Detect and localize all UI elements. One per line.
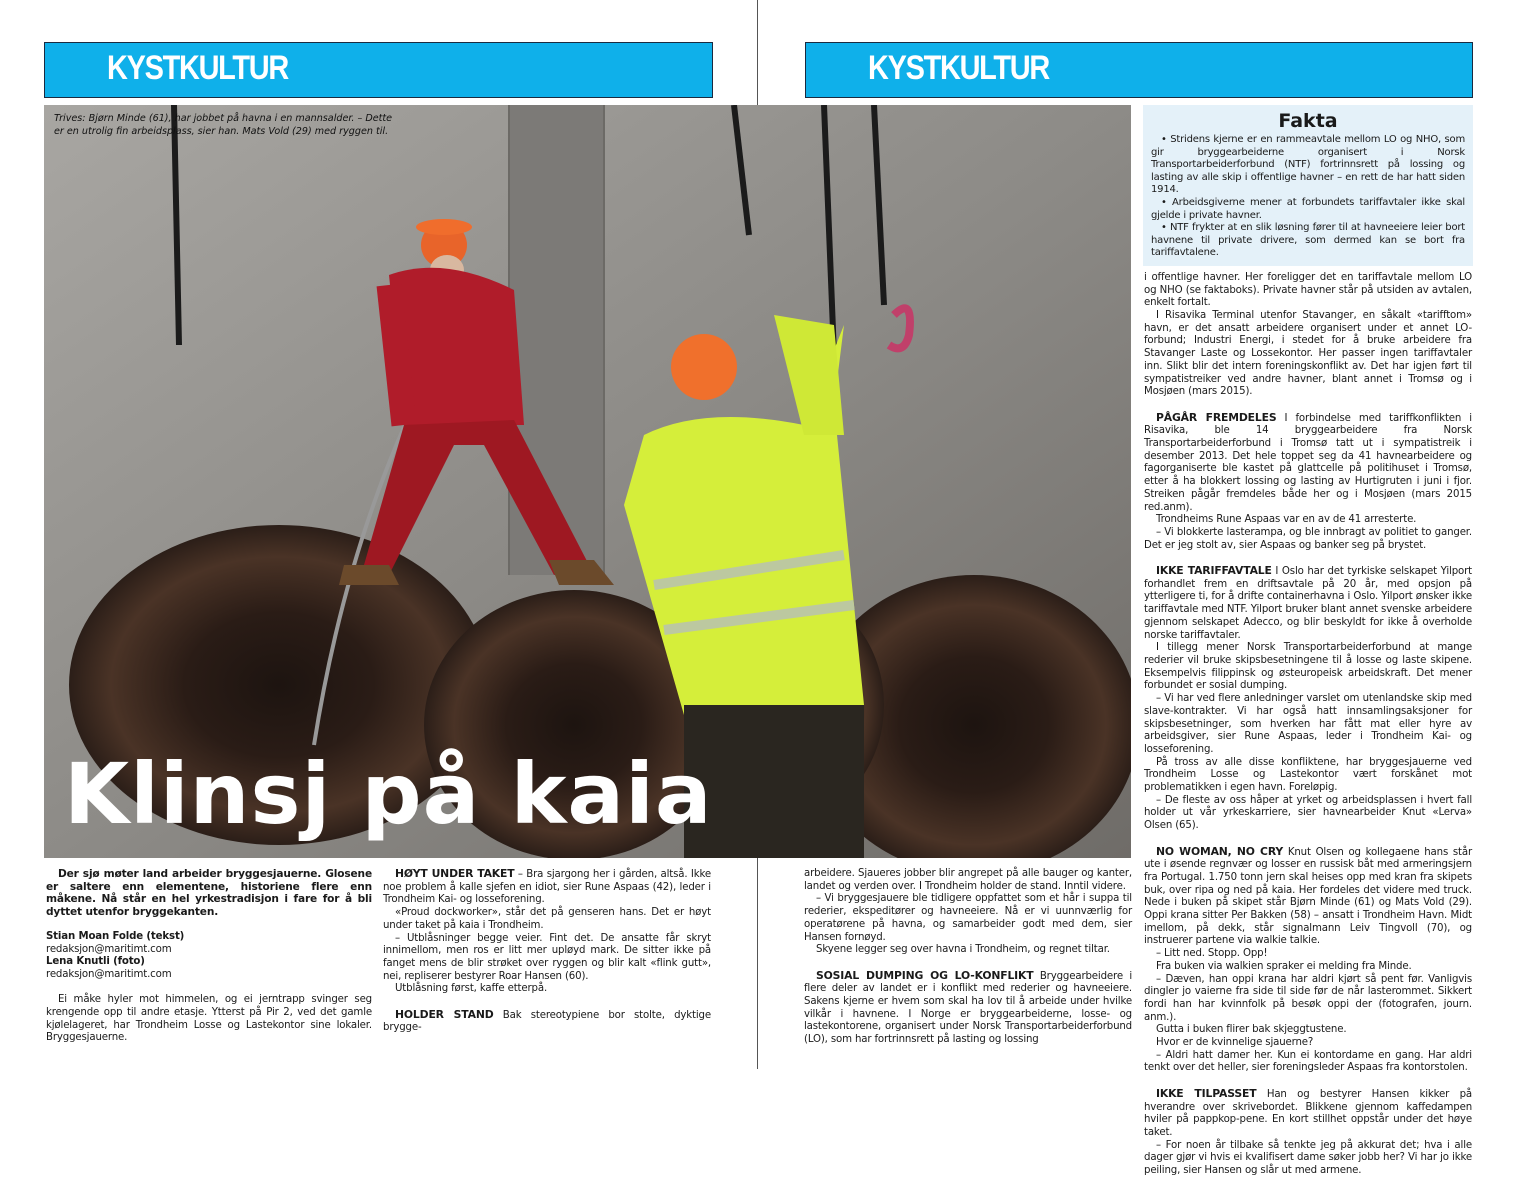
paragraph-text: – Vi har ved flere anledninger varslet om utenlandske skip med slave-kontrakter. Vi har også hatt innsamlingsaksjoner for skipsbesetninger, som hverken har fått mat eller hyre av arbeidsgiver, sier Rune Aspaas, leder i Trondheim Kai- og losseforening.: [1144, 693, 1472, 755]
ingress: Der sjø møter land arbeider bryggesjauerne. Glosene er saltere enn elementene, historiene flere enn måkene. Nå står en hel yrkestradisjon i fare for å bli dyttet utenfor bryggekanten.: [46, 868, 372, 919]
paragraph-text: arbeidere. Sjaueres jobber blir angrepet på alle bauger og kanter, landet og verden over. I Trondheim holder de stand. Inntil videre.: [804, 868, 1132, 892]
paragraph: Ei måke hyler mot himmelen, og ei jerntrapp svinger seg krengende opp til andre etasje. Ytterst på Pir 2, ved det gamle kjølelageret, har Trondheim Losse og Lastekontor sine lokaler. Bryggesjauerne.: [46, 994, 372, 1044]
subheading: HØYT UNDER TAKET: [395, 867, 515, 880]
paragraph-text: – For noen år tilbake så tenkte jeg på akkurat det; hva i alle dager gjør vi hvis ei kvalifisert dame søker jobb her? Vi har jo ikke peiling, sier Hansen og slår ut med armene.: [1144, 1139, 1472, 1177]
paragraph-text: «Proud dockworker», står det på genseren hans. Det er høyt under taket på kaia i Trondheim.: [383, 907, 711, 931]
paragraph-text: Bryggearbeidere i flere deler av landet er i konflikt med rederier og havneeiere. Sakens kjerne er hvem som skal ha lov til å arbeide under hvilke vilkår i havnene. I Norge er bryggearbeiderne, losse- og lastekontorene, organisert under Norsk Transportarbeiderforbund (LO), som har fortrinnsrett på lasting og lossing: [804, 970, 1132, 1046]
paragraph-text: Bak stereotypiene bor stolte, dyktige brygge-: [383, 1009, 711, 1034]
paragraph: [383, 907, 711, 932]
paragraph: [1144, 974, 1472, 1025]
byline-photographer: Lena Knutli (foto): [46, 956, 145, 968]
paragraph-text: Hvor er de kvinnelige sjauerne?: [1156, 1037, 1314, 1049]
fact-item: • Stridens kjerne er en rammeavtale mellom LO og NHO, som gir bryggearbeiderne organisert i Norsk Transportarbeiderforbund (NTF) fortrinnsrett på lossing og lasting av alle skip i offentlige havner – en rett de har hatt siden 1914.: [1151, 134, 1465, 196]
section-label: KYSTKULTUR: [868, 49, 1049, 87]
paragraph: [1144, 795, 1472, 833]
paragraph-text: Utblåsning først, kaffe etterpå.: [395, 983, 548, 995]
paragraph: [1144, 961, 1472, 974]
paragraph-text: I forbindelse med tariffkonflikten i Risavika, ble 14 bryggearbeidere fra Norsk Transportarbeiderforbund i Tromsø tatt ut i sympatistreik i desember 2013. Det hele toppet seg da 41 havnearbeidere og fagorganiserte ble kastet på glattcelle på politihuset i Tromsø, etter å ha blokkert lossing og lasting av Hurtigruten i juni i fjor. Streiken pågår fremdeles både her og i Mosjøen (mars 2015 red.anm).: [1144, 412, 1472, 513]
paragraph-text: Trondheims Rune Aspaas var en av de 41 arresterte.: [1156, 514, 1417, 526]
paragraph: [1144, 527, 1472, 552]
subheading: PÅGÅR FREMDELES: [1156, 410, 1277, 424]
paragraph: [1144, 846, 1472, 949]
paragraph: [804, 893, 1132, 944]
paragraph-text: – Utblåsninger begge veier. Fint det. De ansatte får skryt innimellom, men ros er litt mer upløyd mark. De sitter ikke på fanget mens de blir strøket over ryggen og blir kalt «flink gutt», nei, repliserer bestyrer Roar Hansen (60).: [383, 932, 711, 982]
byline: [46, 931, 372, 982]
paragraph-text: Skyene legger seg over havna i Trondheim, og regnet tiltar.: [816, 944, 1110, 956]
fact-item: • NTF frykter at en slik løsning fører til at havneeiere leier bort havnene til private drivere, som dermed kan se bort fra tariffavtalene.: [1151, 222, 1465, 259]
paragraph-text: – De fleste av oss håper at yrket og arbeidsplassen i hvert fall holder ut vår yrkeskarriere, sier havnearbeider Knut «Lerva» Olsen (65).: [1144, 794, 1472, 832]
paragraph: [1144, 412, 1472, 515]
paragraph-text: I Oslo har det tyrkiske selskapet Yilport forhandlet frem en driftsavtale på 20 år, med opsjon på ytterligere ti, for å drifte containerhavna i Oslo. Yilport ønsker ikke tariffavtale med NTF. Yilport bruker blant annet svenske arbeidere gjennom selskapet Adecco, og blir beskyldt for ikke å overholde norske tariffavtaler.: [1144, 566, 1472, 641]
paragraph: [1144, 1050, 1472, 1075]
byline-email[interactable]: redaksjon@maritimt.com: [46, 968, 172, 980]
paragraph: [1144, 272, 1472, 310]
fact-item: • Arbeidsgiverne mener at forbundets tariffavtaler ikke skal gjelde i private havner.: [1151, 196, 1465, 221]
right-column: [1143, 105, 1473, 1178]
column-4: [1143, 272, 1472, 1178]
article-headline: Klinsj på kaia: [64, 745, 713, 843]
paragraph: [1144, 1088, 1472, 1140]
photo-caption: Trives: Bjørn Minde (61), har jobbet på havna i en mannsalder. – Dette er en utrolig fin arbeidsplass, sier han. Mats Vold (29) med ryggen til.: [54, 113, 393, 137]
section-header-left: [44, 42, 713, 98]
paragraph-text: Han og bestyrer Hansen kikker på hverandre over skrivebordet. Blikkene gjennom kaffedampen hviler på pappkop-pene. En kort stillhet oppstår under det høye taket.: [1144, 1088, 1472, 1138]
paragraph: [1144, 514, 1472, 527]
paragraph-text: På tross av alle disse konfliktene, har bryggesjauerne ved Trondheim Losse og Lastekontor vært forskånet mot problematikken i egen havn. Foreløpig.: [1144, 756, 1472, 794]
byline-email[interactable]: redaksjon@maritimt.com: [46, 943, 172, 955]
paragraph: [804, 970, 1132, 1047]
subheading: SOSIAL DUMPING OG LO-KONFLIKT: [816, 968, 1034, 982]
paragraph: [383, 983, 711, 996]
column-2: [383, 868, 711, 1035]
paragraph: [1144, 757, 1472, 795]
column-3: [804, 868, 1132, 1047]
paragraph-text: Knut Olsen og kollegaene hans står ute i øsende regnvær og losser en russisk båt med armeringsjern fra Portugal. 1.750 tonn jern skal heises opp med kran fra skipets buk, over ripa og ned på kaia. Her fordeles det videre med truck. Nede i buken på skipet står Bjørn Minde (61) og Mats Vold (29). Oppi krana sitter Per Bakken (58) – ansatt i Trondheim Havn. Midt imellom, på dekk, står signalmann Leiv Tingvoll (70), og instruerer partene via walkie talkie.: [1144, 846, 1472, 947]
byline-author: Stian Moan Folde (tekst): [46, 930, 185, 942]
fact-box: [1143, 105, 1473, 266]
paragraph-text: – Vi blokkerte lasterampa, og ble innbragt av politiet to ganger. Det er jeg stolt av, sier Aspaas og banker seg på brystet.: [1144, 526, 1472, 551]
paragraph: [1144, 565, 1472, 642]
paragraph: [804, 944, 1132, 957]
paragraph: [383, 868, 711, 907]
paragraph-text: – Vi bryggesjauere ble tidligere oppfattet som et hår i suppa til rederier, ekspeditører og havneeiere. Nå er vi uunnværlig for operatørene på havna, og samarbeider godt med dem, sier Hansen fornøyd.: [804, 893, 1132, 943]
paragraph: [804, 868, 1132, 893]
paragraph: [1144, 310, 1472, 399]
paragraph: [1144, 1024, 1472, 1037]
paragraph: [1144, 948, 1472, 961]
subheading: IKKE TILPASSET: [1156, 1086, 1257, 1100]
paragraph-text: – Aldri hatt damer her. Kun ei kontordame en gang. Har aldri tenkt over det heller, sier foreningsleder Aspaas fra kontorstolen.: [1144, 1049, 1472, 1074]
fact-box-title: Fakta: [1278, 110, 1338, 132]
paragraph: [383, 1009, 711, 1035]
paragraph-text: I Risavika Terminal utenfor Stavanger, en såkalt «tarifftom» havn, er det ansatt arbeidere organisert under et annet LO-forbund; Industri Energi, i stedet for å bruke arbeidere fra Stavanger Laste og Lossekontor. Her passer ingen tariffavtaler inn. Slikt blir det intern foreningskonflikt av. Det har igjen ført til sympatistreiker ved andre havner, blant annet i Tromsø og i Mosjøen (mars 2015).: [1144, 310, 1472, 398]
column-1: [46, 868, 372, 1045]
paragraph: [1144, 1037, 1472, 1050]
paragraph: [1144, 1140, 1472, 1178]
paragraph-text: i offentlige havner. Her foreligger det en tariffavtale mellom LO og NHO (se faktaboks). Private havner står på utsiden av avtalen, enkelt fortalt.: [1144, 271, 1472, 309]
subheading: NO WOMAN, NO CRY: [1156, 844, 1284, 858]
paragraph-text: I tillegg mener Norsk Transportarbeiderforbund at mange rederier vil bruke skipsbesetningene til å losse og laste skipene. Eksempelvis filippinsk og østeuropeisk arbeidskraft. Det mener forbundet er sosial dumping.: [1144, 642, 1472, 692]
section-label: KYSTKULTUR: [107, 49, 288, 87]
subheading: HOLDER STAND: [395, 1007, 494, 1021]
paragraph-text: – Bra sjargong her i gården, altså. Ikke noe problem å kalle sjefen en idiot, sier Rune Aspaas (42), leder i Trondheim Kai- og losseforening.: [383, 869, 711, 906]
paragraph-text: Fra buken via walkien spraker ei melding fra Minde.: [1156, 960, 1412, 972]
paragraph-text: Gutta i buken flirer bak skjeggtustene.: [1156, 1024, 1347, 1036]
paragraph: [1144, 642, 1472, 693]
section-header-right: [805, 42, 1473, 98]
paragraph-text: – Dæven, han oppi krana har aldri kjørt så pent før. Vanligvis dingler jo vaierne fra side til side før de når lasterommet. Sikkert fordi han har kvinnfolk på besøk oppi der (fotografen, journ. anm.).: [1144, 973, 1472, 1023]
paragraph-text: – Litt ned. Stopp. Opp!: [1156, 948, 1268, 960]
paragraph: [1144, 693, 1472, 757]
hero-photo: [44, 105, 1131, 858]
paragraph: [383, 933, 711, 984]
subheading: IKKE TARIFFAVTALE: [1156, 564, 1272, 578]
